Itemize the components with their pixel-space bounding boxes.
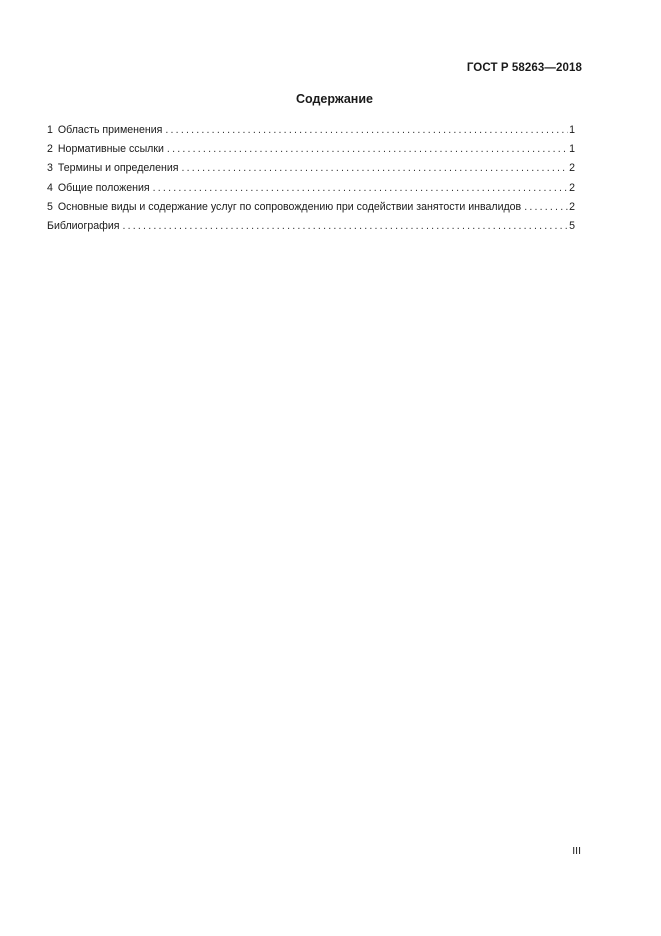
toc-entry-title: Основные виды и содержание услуг по сопровождению при содействии занятости инвалидов (57, 200, 522, 213)
toc-entry-label (47, 217, 119, 236)
toc-entry[interactable] (47, 198, 575, 217)
toc-entry[interactable] (47, 159, 575, 178)
toc-leader-dots (153, 179, 568, 198)
toc-entry-page: 2 (569, 162, 575, 175)
toc-entry-label (47, 159, 179, 178)
toc-entry[interactable] (47, 179, 575, 198)
toc-entry-label (47, 121, 162, 140)
toc-title: Содержание (295, 92, 373, 106)
toc-leader-dots (167, 140, 568, 159)
table-of-contents (47, 121, 575, 236)
toc-entry-title: Нормативные ссылки (57, 143, 164, 156)
toc-entry[interactable] (47, 140, 575, 159)
toc-entry-page: 2 (569, 200, 575, 213)
toc-entry-label (47, 140, 164, 159)
toc-entry-page: 1 (569, 124, 575, 136)
toc-entry-number: 1 (47, 124, 53, 136)
toc-entry-number: 5 (47, 200, 53, 213)
toc-entry-page: 2 (569, 181, 575, 194)
toc-entry-number: 2 (47, 143, 53, 156)
toc-entry-title: Общие положения (57, 181, 150, 194)
toc-entry-title: Библиография (47, 219, 120, 232)
toc-entry[interactable] (47, 217, 575, 236)
toc-leader-dots (165, 121, 568, 140)
toc-entry-page: 5 (569, 219, 575, 232)
document-code: ГОСТ Р 58263—2018 (466, 62, 582, 74)
toc-entry-title: Термины и определения (57, 162, 179, 175)
toc-leader-dots (122, 217, 568, 236)
toc-entry-title: Область применения (57, 124, 163, 136)
page-number: III (572, 845, 581, 857)
toc-entry-page: 1 (569, 143, 575, 156)
toc-entry-number: 4 (47, 181, 53, 194)
toc-entry[interactable] (47, 121, 575, 140)
toc-entry-label (47, 179, 150, 198)
toc-entry-number: 3 (47, 162, 53, 175)
toc-leader-dots (182, 159, 569, 178)
toc-entry-label (47, 198, 521, 217)
toc-leader-dots (524, 198, 568, 217)
